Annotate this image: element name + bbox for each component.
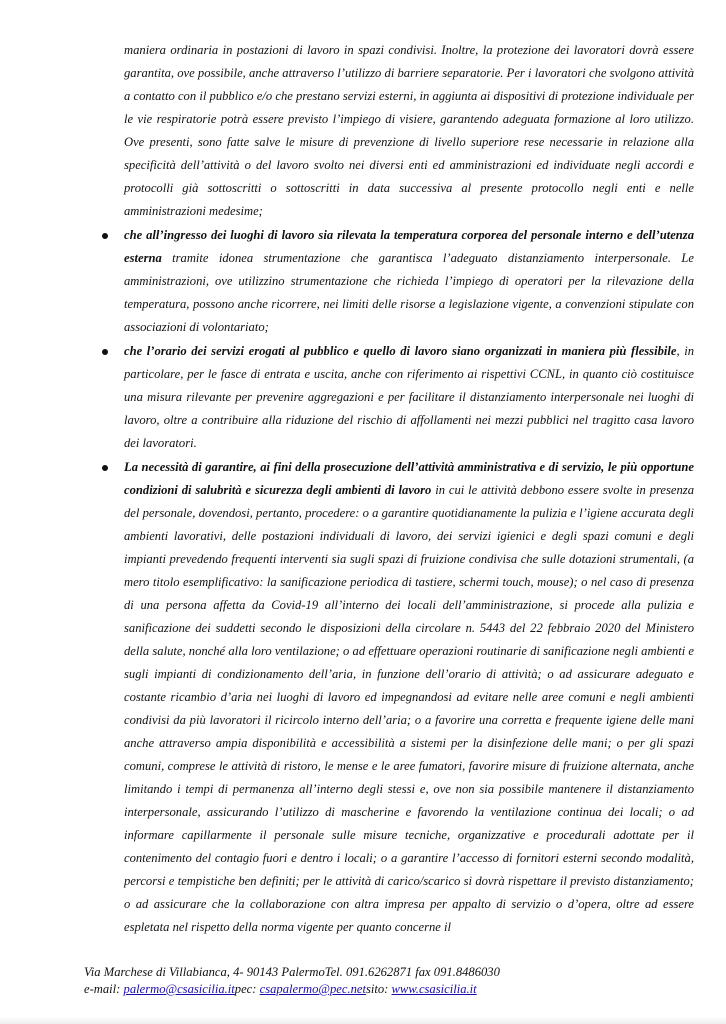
bullet-dot-icon [102, 465, 108, 471]
bullet-text: , in particolare, per le fasce di entrata e uscita, anche con riferimento ai rispettivi CCNL, in quanto ciò costituisce una misura rilevante per prevenire aggregazioni e per facilitare il distanziamento interpersonale nei luoghi di lavoro, oltre a contribuire alla riduzione del rischio di affollamenti nei mezzi pubblici nel tragitto casa lavoro dei lavoratori. [124, 344, 694, 450]
bullet-dot-icon [102, 233, 108, 239]
bullet-text: in cui le attività debbono essere svolte in presenza del personale, dovendosi, pertanto, procedere: o a garantire quotidianamente la pulizia e l’igiene accurata degli ambienti lavorativi, delle postazioni individuali di lavoro, dei servizi igienici e degli spazi comuni e degli impianti prevedendo frequenti interventi sia sugli spazi di fruizione condivisa che sulle dotazioni strumentali, (a mero titolo esemplificativo: la sanificazione periodica di tastiere, schermi touch, mouse); o nel caso di presenza di una persona affetta da Covid-19 all’interno dei locali dell’amministrazione, si procede alla pulizia e sanificazione dei suddetti secondo le disposizioni della circolare n. 5443 del 22 febbraio 2020 del Ministero della salute, nonché alla loro ventilazione; o ad effettuare operazioni routinarie di sanificazione negli ambienti e sugli impianti di condizionamento dell’aria, in funzione dell’orario di attività; o ad assicurare adeguato e costante ricambio d’aria nei luoghi di lavoro ed impegnandosi ad evitare nelle aree comuni e negli ambienti condivisi da più lavoratori il ricircolo interno dell’aria; o a favorire una corretta e frequente igiene delle mani anche attraverso ampia disponibilità e accessibilità a sistemi per la disinfezione delle mani; o per gli spazi comuni, comprese le attività di ristoro, le mense e le aree fumatori, favorire misure di fruizione alternata, anche limitando i tempi di permanenza all’interno degli stessi e, ove non sia possibile mantenere il distanziamento interpersonale, assicurando l’utilizzo di mascherine e favorendo la ventilazione continua dei locali; o ad informare capillarmente il personale sulle misure tecniche, organizzative e procedurali adottate per il contenimento del contagio fuori e dentro i locali; o a garantire l’accesso di fornitori esterni secondo modalità, percorsi e tempistiche ben definiti; per le attività di carico/scarico si dovrà rispettare il previsto distanziamento; o ad assicurare che la collaborazione con altra impresa per appalto di servizio o d’opera, oltre ad essere espletata nel rispetto della norma vigente per quanto concerne il [124, 483, 694, 934]
bullet-bold-text: che l’orario dei servizi erogati al pubblico e quello di lavoro siano organizzati in maniera più flessibile [124, 344, 677, 358]
footer-contacts: e-mail: palermo@csasicilia.itpec: csapalermo@pec.netsito: www.csasicilia.it [84, 982, 477, 996]
pec-link[interactable]: csapalermo@pec.net [259, 982, 366, 996]
bullet-bold-text: che all’ingresso dei luoghi di lavoro sia rilevata la temperatura corporea del personale interno e dell’utenza esterna [124, 228, 694, 265]
intro-paragraph: maniera ordinaria in postazioni di lavoro in spazi condivisi. Inoltre, la protezione dei lavoratori dovrà essere garantita, ove possibile, anche attraverso l’utilizzo di barriere separatorie. Per i lavoratori che svolgono attività a contatto con il pubblico e/o che prestano servizi esterni, in aggiunta ai dispositivi di protezione individuale per le vie respiratorie potrà essere previsto l’impiego di visiere, garantendo adeguata formazione al loro utilizzo. Ove presenti, sono fatte salve le misure di prevenzione di livello superiore rese necessarie in relazione alla specificità dell’attività o del lavoro svolto nei diversi enti ed amministrazioni ed individuate negli accordi e protocolli già sottoscritti o sottoscritti in data successiva al presente protocollo negli enti e nelle amministrazioni medesime; [124, 43, 694, 218]
website-link[interactable]: www.csasicilia.it [391, 982, 477, 996]
bullet-item-hygiene [124, 456, 694, 939]
footer-address: Via Marchese di Villabianca, 4- 90143 PalermoTel. 091.6262871 fax 091.8486030 [84, 965, 500, 979]
page-footer [84, 964, 694, 998]
bullet-item-schedule [124, 340, 694, 455]
document-body [124, 39, 694, 939]
email-link[interactable]: palermo@csasicilia.it [123, 982, 235, 996]
page-bottom-edge [0, 1016, 726, 1024]
bullet-text: tramite idonea strumentazione che garantisca l’adeguato distanziamento interpersonale. Le amministrazioni, ove utilizzino strumentazione che richieda l’impiego di operatori per la rilevazione della temperatura, possono anche ricorrere, nei limiti delle risorse a legislazione vigente, a convenzioni stipulate con associazioni di volontariato; [124, 251, 694, 334]
bullet-item-temperature [124, 224, 694, 339]
bullet-bold-text: La necessità di garantire, ai fini della prosecuzione dell’attività amministrativa e di servizio, le più opportune condizioni di salubrità e sicurezza degli ambienti di lavoro [124, 460, 694, 497]
bullet-dot-icon [102, 349, 108, 355]
